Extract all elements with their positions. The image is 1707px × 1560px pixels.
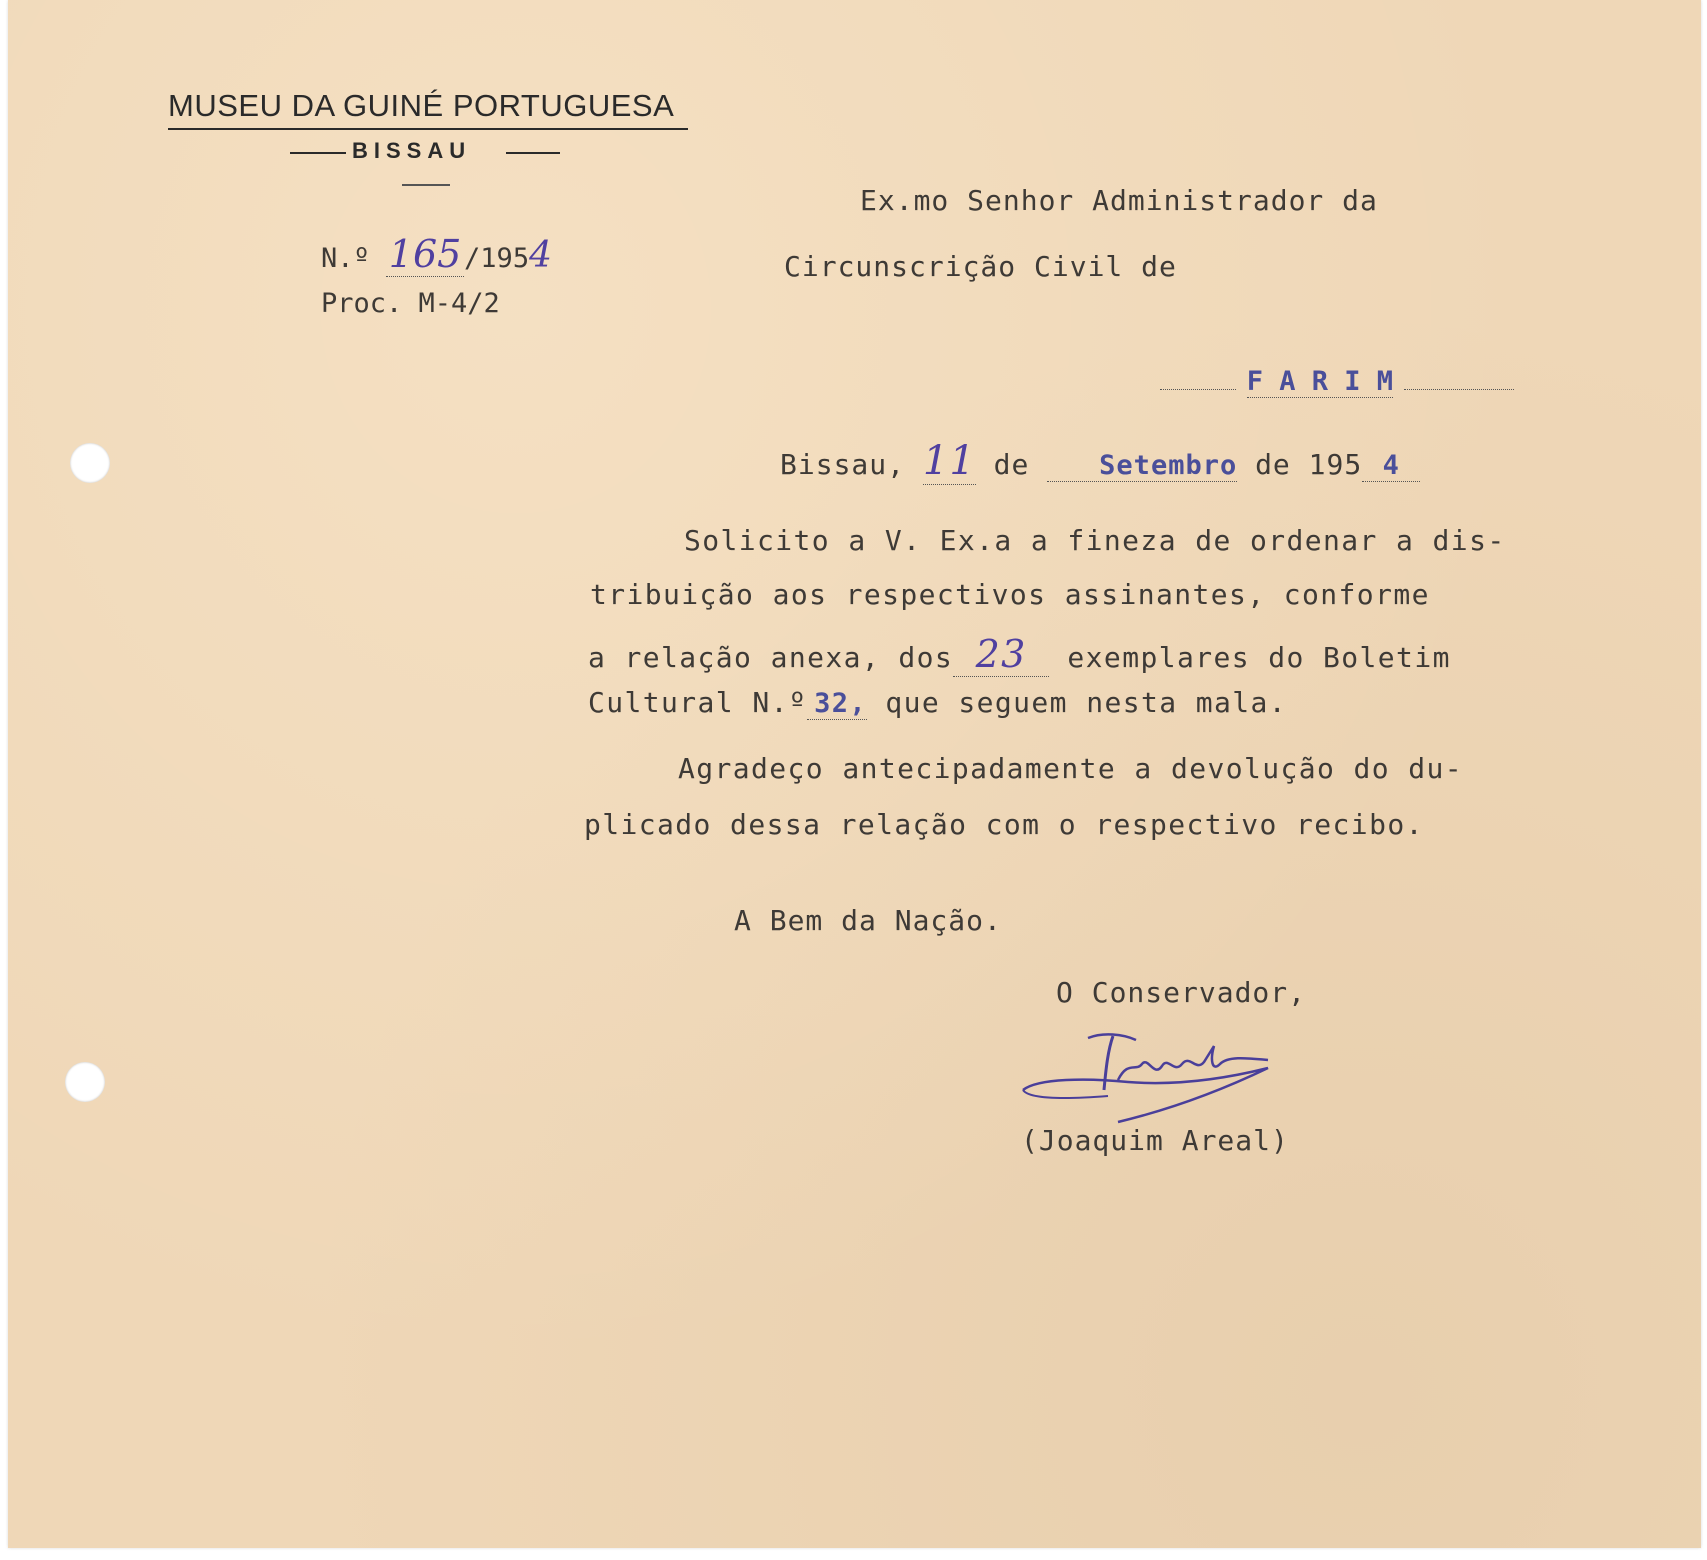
closing-salutation: A Bem da Nação.	[734, 904, 1002, 937]
bulletin-number: 32,	[807, 688, 867, 720]
body-line-3	[588, 632, 1451, 677]
date-de-2: de 195	[1255, 448, 1363, 481]
signatory-name: (Joaquim Areal)	[1021, 1124, 1289, 1157]
addressee-place: F A R I M	[1246, 366, 1394, 397]
body-line-4-end: que seguem nesta mala.	[885, 686, 1288, 719]
reference-number: 165	[386, 232, 464, 277]
process-reference: Proc. M-4/2	[321, 288, 500, 319]
signatory-title: O Conservador,	[1056, 976, 1307, 1009]
letterhead-dash-left	[290, 152, 346, 154]
letterhead-city: BISSAU	[352, 138, 472, 163]
body-line-3-start: a relação anexa, dos	[588, 641, 954, 674]
body-line-4-start: Cultural N.º	[588, 686, 808, 719]
body-line-2: tribuição aos respectivos assinantes, conforme	[590, 578, 1430, 611]
body-line-3-end: exemplares do Boletim	[1067, 641, 1451, 674]
addressee-place-row	[1160, 366, 1514, 398]
reference-year-digit: 4	[529, 235, 552, 276]
punch-hole-bottom	[65, 1062, 105, 1102]
date-year-digit: 4	[1362, 450, 1420, 482]
reference-number-line	[321, 232, 552, 277]
date-de-1: de	[993, 448, 1030, 481]
date-city: Bissau,	[780, 448, 906, 481]
date-month: Setembro	[1047, 450, 1237, 482]
letterhead-underline	[168, 128, 688, 130]
body-line-4	[588, 686, 1287, 720]
handwritten-signature	[1018, 1020, 1288, 1130]
date-line	[780, 438, 1420, 485]
body-line-5: Agradeço antecipadamente a devolução do du-	[678, 752, 1464, 785]
body-line-6: plicado dessa relação com o respectivo recibo.	[584, 808, 1424, 841]
punch-hole-top	[70, 443, 110, 483]
reference-year-prefix: /195	[464, 243, 530, 274]
addressee-line-2: Circunscrição Civil de	[784, 250, 1177, 283]
letterhead-institution: MUSEU DA GUINÉ PORTUGUESA	[168, 88, 675, 123]
addressee-line-1: Ex.mo Senhor Administrador da	[860, 184, 1378, 217]
reference-number-prefix: N.º	[321, 243, 370, 274]
letterhead-small-rule	[402, 184, 450, 186]
place-dots-left	[1160, 389, 1236, 390]
letter-sheet	[8, 0, 1701, 1548]
place-dots-right	[1404, 389, 1514, 390]
body-line-1: Solicito a V. Ex.a a fineza de ordenar a dis-	[684, 524, 1506, 557]
date-day: 11	[922, 438, 976, 484]
letterhead-dash-right	[506, 152, 560, 154]
copies-count: 23	[953, 632, 1049, 677]
